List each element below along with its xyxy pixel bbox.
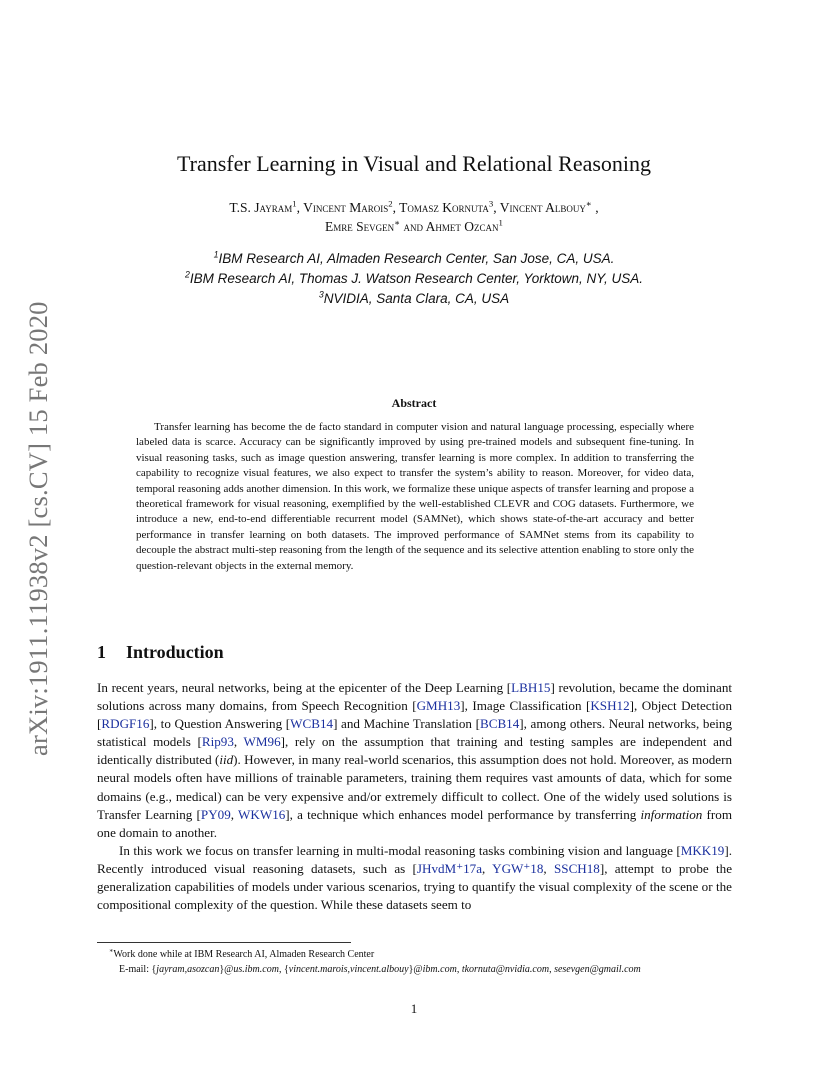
paragraph: In this work we focus on transfer learning in multi-modal reasoning tasks combining vision and language [MKK19]. Recently introduced visual reasoning datasets, such as [JHvdM⁺17a, YGW⁺18, SSCH18], attempt to probe the generalization capabilities of models under various scenarios, trying to quantify the visual complexity of the scene or the compositional complexity of the question. While these datasets seem to [97, 842, 733, 913]
author-affil-mark: 1 [292, 198, 297, 209]
section-number: 1 [97, 642, 106, 662]
author-name: Vincent Marois [303, 200, 389, 215]
author-name: Ahmet Ozcan [425, 219, 499, 234]
author-affil-mark: ∗ [394, 217, 401, 228]
author-affil-mark: 2 [388, 198, 393, 209]
affiliation-list [0, 249, 828, 309]
section-title: Introduction [126, 642, 224, 662]
citation-link[interactable]: LBH15 [511, 680, 551, 695]
affiliation-text: NVIDIA, Santa Clara, CA, USA [323, 291, 510, 306]
citation-link[interactable]: SSCH18 [554, 860, 600, 876]
footnotes [97, 947, 732, 977]
author-name: T.S. Jayram [229, 200, 293, 215]
author-affil-mark: 1 [498, 217, 503, 228]
abstract-text: Transfer learning has become the de facto standard in computer vision and natural language processing, especially where labeled data is scarce. Accuracy can be significantly improved by using pre-trained models and subsequent fine-tuning. In visual reasoning tasks, such as image question answering, transfer learning is more complex. In addition to transferring the capability to recognize visual features, we also expect to transfer the system’s ability to reason. Moreover, for video data, temporal reasoning adds another dimension. In this work, we formalize these unique aspects of transfer learning and propose a theoretical framework for visual reasoning, exemplified by the well-established CLEVR and COG datasets. Furthermore, we introduce a new, end-to-end differentiable recurrent model (SAMNet), which shows state-of-the-art accuracy and better performance in transfer learning on both datasets. The improved performance of SAMNet stems from its capability to decouple the abstract multi-step reasoning from the length of the sequence and its selective attention enabling to store only the question-relevant objects in the external memory. [136, 421, 694, 572]
affiliation-line [0, 289, 828, 309]
citation-link[interactable]: BCB14 [479, 716, 520, 732]
affiliation-line [0, 249, 828, 269]
citation-link[interactable]: JHvdM⁺17a [416, 860, 483, 876]
affiliation-text: IBM Research AI, Thomas J. Watson Research Center, Yorktown, NY, USA. [189, 271, 644, 286]
citation-link[interactable]: Rip93 [201, 734, 234, 750]
author-name: Emre Sevgen [325, 219, 395, 234]
author-line-2 [0, 217, 828, 236]
affiliation-mark: 3 [318, 289, 324, 300]
section-heading [97, 642, 224, 663]
citation-link[interactable]: YGW⁺18 [492, 860, 544, 876]
body-text [97, 679, 732, 914]
citation-link[interactable]: WKW16 [238, 806, 286, 822]
footnote-email: E-mail: {jayram,asozcan}@us.ibm.com, {vincent.marois,vincent.albouy}@ibm.com, tkornuta@nvidia.com, sesevgen@gmail.com [119, 964, 641, 975]
author-list [0, 198, 828, 236]
citation-link[interactable]: GMH13 [416, 698, 461, 714]
footnote-star: ∗Work done while at IBM Research AI, Almaden Research Center [109, 947, 375, 960]
abstract-heading: Abstract [391, 396, 437, 410]
affiliation-line [0, 269, 828, 289]
author-affil-mark: ∗ [585, 198, 592, 209]
author-affil-mark: 3 [488, 198, 494, 209]
footnote-divider [97, 942, 351, 943]
affiliation-text: IBM Research AI, Almaden Research Center, San Jose, CA, USA. [218, 251, 615, 266]
page-number: 1 [410, 1001, 418, 1016]
footnote-mark: ∗ [109, 947, 114, 955]
citation-link[interactable]: PY09 [200, 806, 231, 822]
citation-link[interactable]: WCB14 [290, 716, 334, 732]
citation-link[interactable]: MKK19 [680, 842, 725, 858]
citation-link[interactable]: KSH12 [590, 698, 630, 714]
paragraph: In recent years, neural networks, being at the epicenter of the Deep Learning [LBH15] revolution, became the dominant solutions across many domains, from Speech Recognition [GMH13], Image Classification [KSH12], Object Detection [RDGF16], to Question Answering [WCB14] and Machine Translation [BCB14], among others. Neural networks, being statistical models [Rip93, WM96], rely on the assumption that training and testing samples are independent and identically distributed (iid). However, in many real-world scenarios, this assumption does not hold. Moreover, as modern neural models often have millions of trainable parameters, training them requires vast amounts of data, which for some domains (e.g., medical) can be very expensive and/or extremely difficult to collect. One of the widely used solutions is Transfer Learning [PY09, WKW16], a technique which enhances model performance by transferring information from one domain to another. [97, 680, 733, 840]
author-name: Tomasz Kornuta [399, 200, 489, 215]
author-and: and [403, 219, 424, 234]
arxiv-identifier: arXiv:1911.11938v2 [cs.CV] 15 Feb 2020 [23, 301, 53, 756]
arxiv-sidebar [23, 286, 53, 756]
paper-title: Transfer Learning in Visual and Relational Reasoning [176, 151, 652, 176]
citation-link[interactable]: RDGF16 [101, 716, 150, 732]
affiliation-mark: 2 [184, 269, 190, 280]
author-line-1: T.S. Jayram$^1$, Vincent Marois$^2$, Tomasz Kornuta$^3$, Vincent Albouy∗ , [229, 198, 599, 215]
author-name: Vincent Albouy [499, 200, 586, 215]
citation-link[interactable]: WM96 [243, 734, 281, 750]
affiliation-mark: 1 [213, 249, 219, 260]
